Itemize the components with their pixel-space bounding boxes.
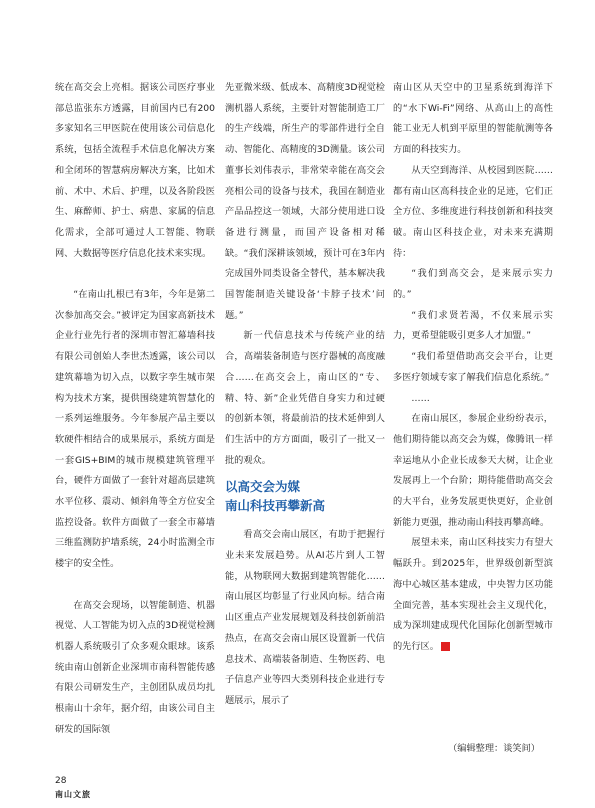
quote-3: “我们希望借助高交会平台，让更多医疗领域专家了解我们信息化系统。” — [393, 351, 553, 383]
paragraph-1-1: 统在高交会上亮相。据该公司医疗事业部总监张东方透露，目前国内已有200多家知名三甲医院在使用该公司信息化系统，包括全流程手术信息化解决方案和全闭环的智慧病房解决方案，比如术前、术中、术后、护理，以及各阶段医生、麻醉师、护士、病患、家属的信息化需求，全部可通过人工智能、物联网、大数据等医疗信息化技术来实现。 — [55, 82, 215, 259]
end-mark-icon: N — [441, 642, 450, 651]
quote-2: “我们求贤若渴，不仅来展示实力，更希望能吸引更多人才加盟。” — [393, 309, 553, 342]
page-number: 28 — [55, 776, 67, 786]
paragraph-3-1: 南山区从天空中的卫星系统到海洋下的“水下Wi-Fi”网络、从高山上的高性能工业无人机到平原里的智能航测等各方面的科技实力。 — [393, 82, 553, 156]
paragraph-1-3: 在高交会现场，以智能制造、机器视觉、人工智能为切入点的3D视觉检测机器人系统吸引了众多观众眼球。该系统由南山创新企业深圳市南科智能传感有限公司研发生产，主创团队成员均扎根南山十余年，据介绍，由该公司自主研发的国际领 — [55, 599, 215, 735]
magazine-name: 南山文旅 — [55, 790, 91, 799]
paragraph-2-3: 看高交会南山展区，有助于把握行业未来发展趋势。从AI芯片到人工智能，从物联网大数据到建筑智能化……南山展区均彰显了行业风向标。结合南山区重点产业发展规划及科技创新前沿热点，在高交会南山展区设置新一代信息技术、高端装备制造、生物医药、电子信息产业等四大类别科技企业进行专题展示，展示了 — [225, 529, 385, 706]
paragraph-2-1: 先亚微米级、低成本、高精度3D视觉检测机器人系统，主要针对智能制造工厂的生产线端，所生产的零部件进行全自动、智能化、高精度的3D测量。该公司董事长刘伟表示，非常荣幸能在高交会亮相公司的设备与技术，我国在制造业产品品控这一领域，大部分使用进口设备进行测量，而国产设备相对稀缺。“我们深耕该领域，预计可在3年内完成国外同类设备全替代，基本解决我国智能制造关键设备‘卡脖子技术’问题。” — [225, 82, 385, 321]
paragraph-1-2: “在南山扎根已有3年，今年是第二次参加高交会。”被评定为国家高新技术企业行业先行者的深圳市智汇幕墙科技有限公司创始人李世杰透露，该公司以建筑幕墙为切入点，以数字孪生城市架构为技术方案，提供围绕建筑智慧化的一系列运维服务。今年参展产品主要以软硬件相结合的成果展示，系统方面是一套GIS+BIM的城市规模建筑管理平台，硬件方面做了一套针对超高层建筑水平位移、震动、倾斜角等全方位安全监控设备。软件方面做了一套全市幕墙三维监测防护墙系统，24小时监测全市楼宇的安全性。 — [55, 289, 215, 570]
column-1 — [55, 78, 215, 740]
ellipsis: …… — [411, 392, 430, 404]
paragraph-3-2: 从天空到海洋、从校园到医院……都有南山区高科技企业的足迹，它们正全方位、多维度进行科技创新和科技突破。南山区科技企业，对未来充满期待： — [393, 164, 553, 259]
editor-credit: （编辑整理：谈笑间） — [448, 743, 540, 754]
paragraph-3-4-text: 展望未来，南山区科技实力有望大幅跃升。到2025年，世界级创新型滨海中心城区基本建成，中央智力区功能全面完善，基本实现社会主义现代化，成为深圳建成现代化国际化创新型城市的先行区。 — [393, 537, 553, 652]
column-2 — [225, 78, 385, 712]
paragraph-2-2: 新一代信息技术与传统产业的结合，高端装备制造与医疗器械的高度融合……在高交会上，南山区的“专、精、特、新”企业凭借自身实力和过硬的创新本领，将最前沿的技术延伸到人们生活中的方方面面，吸引了一批又一批的观众。 — [225, 330, 385, 466]
paragraph-3-3: 在南山展区，参展企业纷纷表示，他们期待能以高交会为媒，像腾讯一样幸运地从小企业长成参天大树，让企业发展再上一个台阶；期待能借助高交会的大平台，业务发展更快更好，企业创新能力更强，推动南山科技再攀高峰。 — [393, 413, 553, 528]
quote-1: “我们到高交会，是来展示实力的。” — [393, 268, 553, 301]
column-3 — [393, 78, 553, 658]
paragraph-3-4 — [393, 533, 553, 657]
section-heading: 以高交会为媒 南山科技再攀新高 — [225, 479, 326, 514]
